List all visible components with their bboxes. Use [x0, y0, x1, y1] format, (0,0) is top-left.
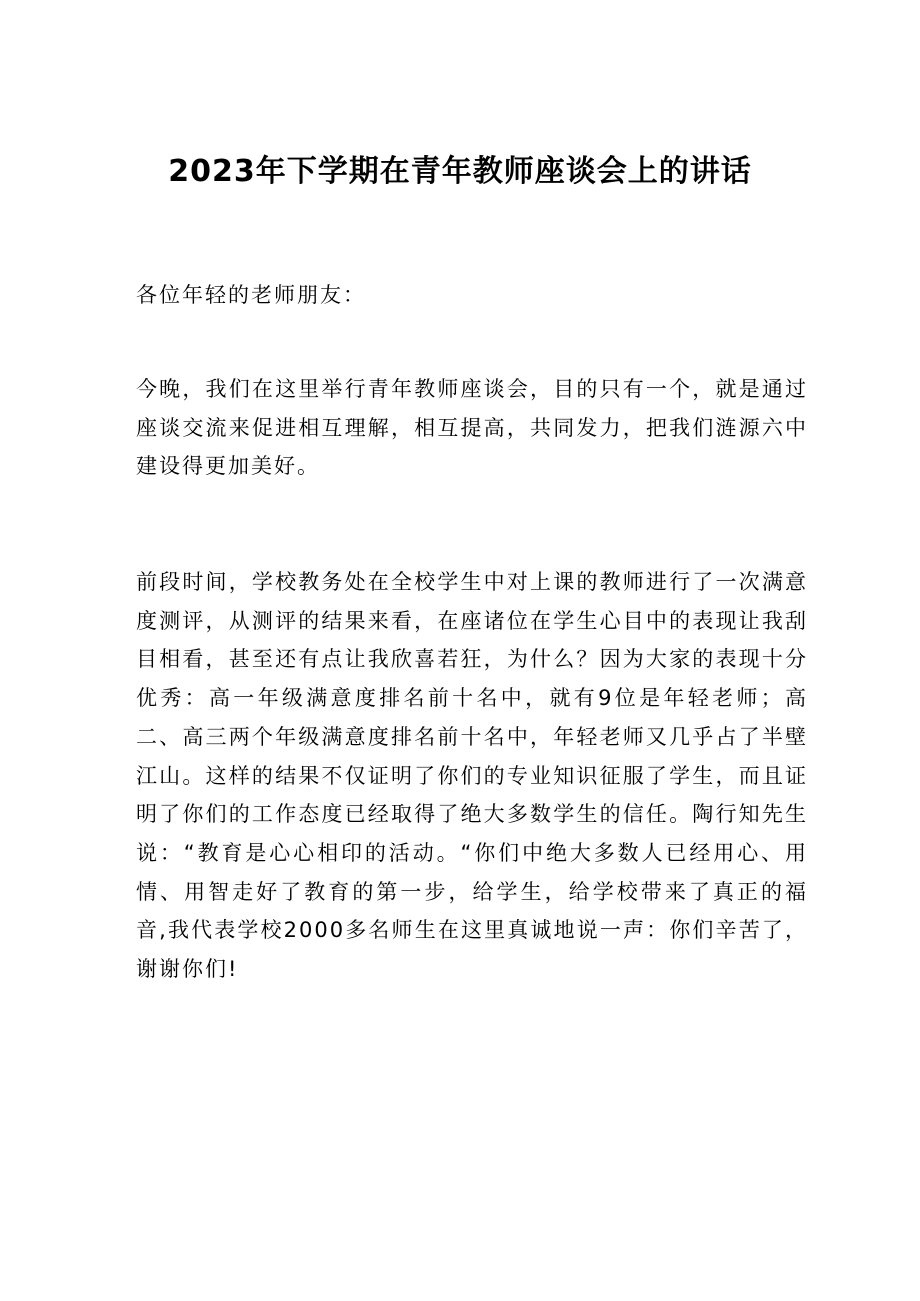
paragraph-1: 今晚，我们在这里举行青年教师座谈会，目的只有一个，就是通过座谈交流来促进相互理解，相互提高，共同发力，把我们涟源六中建设得更加美好。	[136, 377, 808, 479]
salutation: 各位年轻的老师朋友：	[136, 283, 366, 307]
paragraph-2: 前段时间，学校教务处在全校学生中对上课的教师进行了一次满意度测评，从测评的结果来看，在座诸位在学生心目中的表现让我刮目相看，甚至还有点让我欣喜若狂，为什么？因为大家的表现十分优秀：高一年级满意度排名前十名中，就有9位是年轻老师；高二、高三两个年级满意度排名前十名中，年轻老师又几乎占了半壁江山。这样的结果不仅证明了你们的专业知识征服了学生，而且证明了你们的工作态度已经取得了绝大多数学生的信任。陶行知先生说：“教育是心心相印的活动。“你们中绝大多数人已经用心、用情、用智走好了教育的第一步，给学生，给学校带来了真正的福音,我代表学校2000多名师生在这里真诚地说一声：你们辛苦了，谢谢你们!	[136, 570, 808, 982]
document-title: 2023年下学期在青年教师座谈会上的讲话	[168, 154, 752, 189]
